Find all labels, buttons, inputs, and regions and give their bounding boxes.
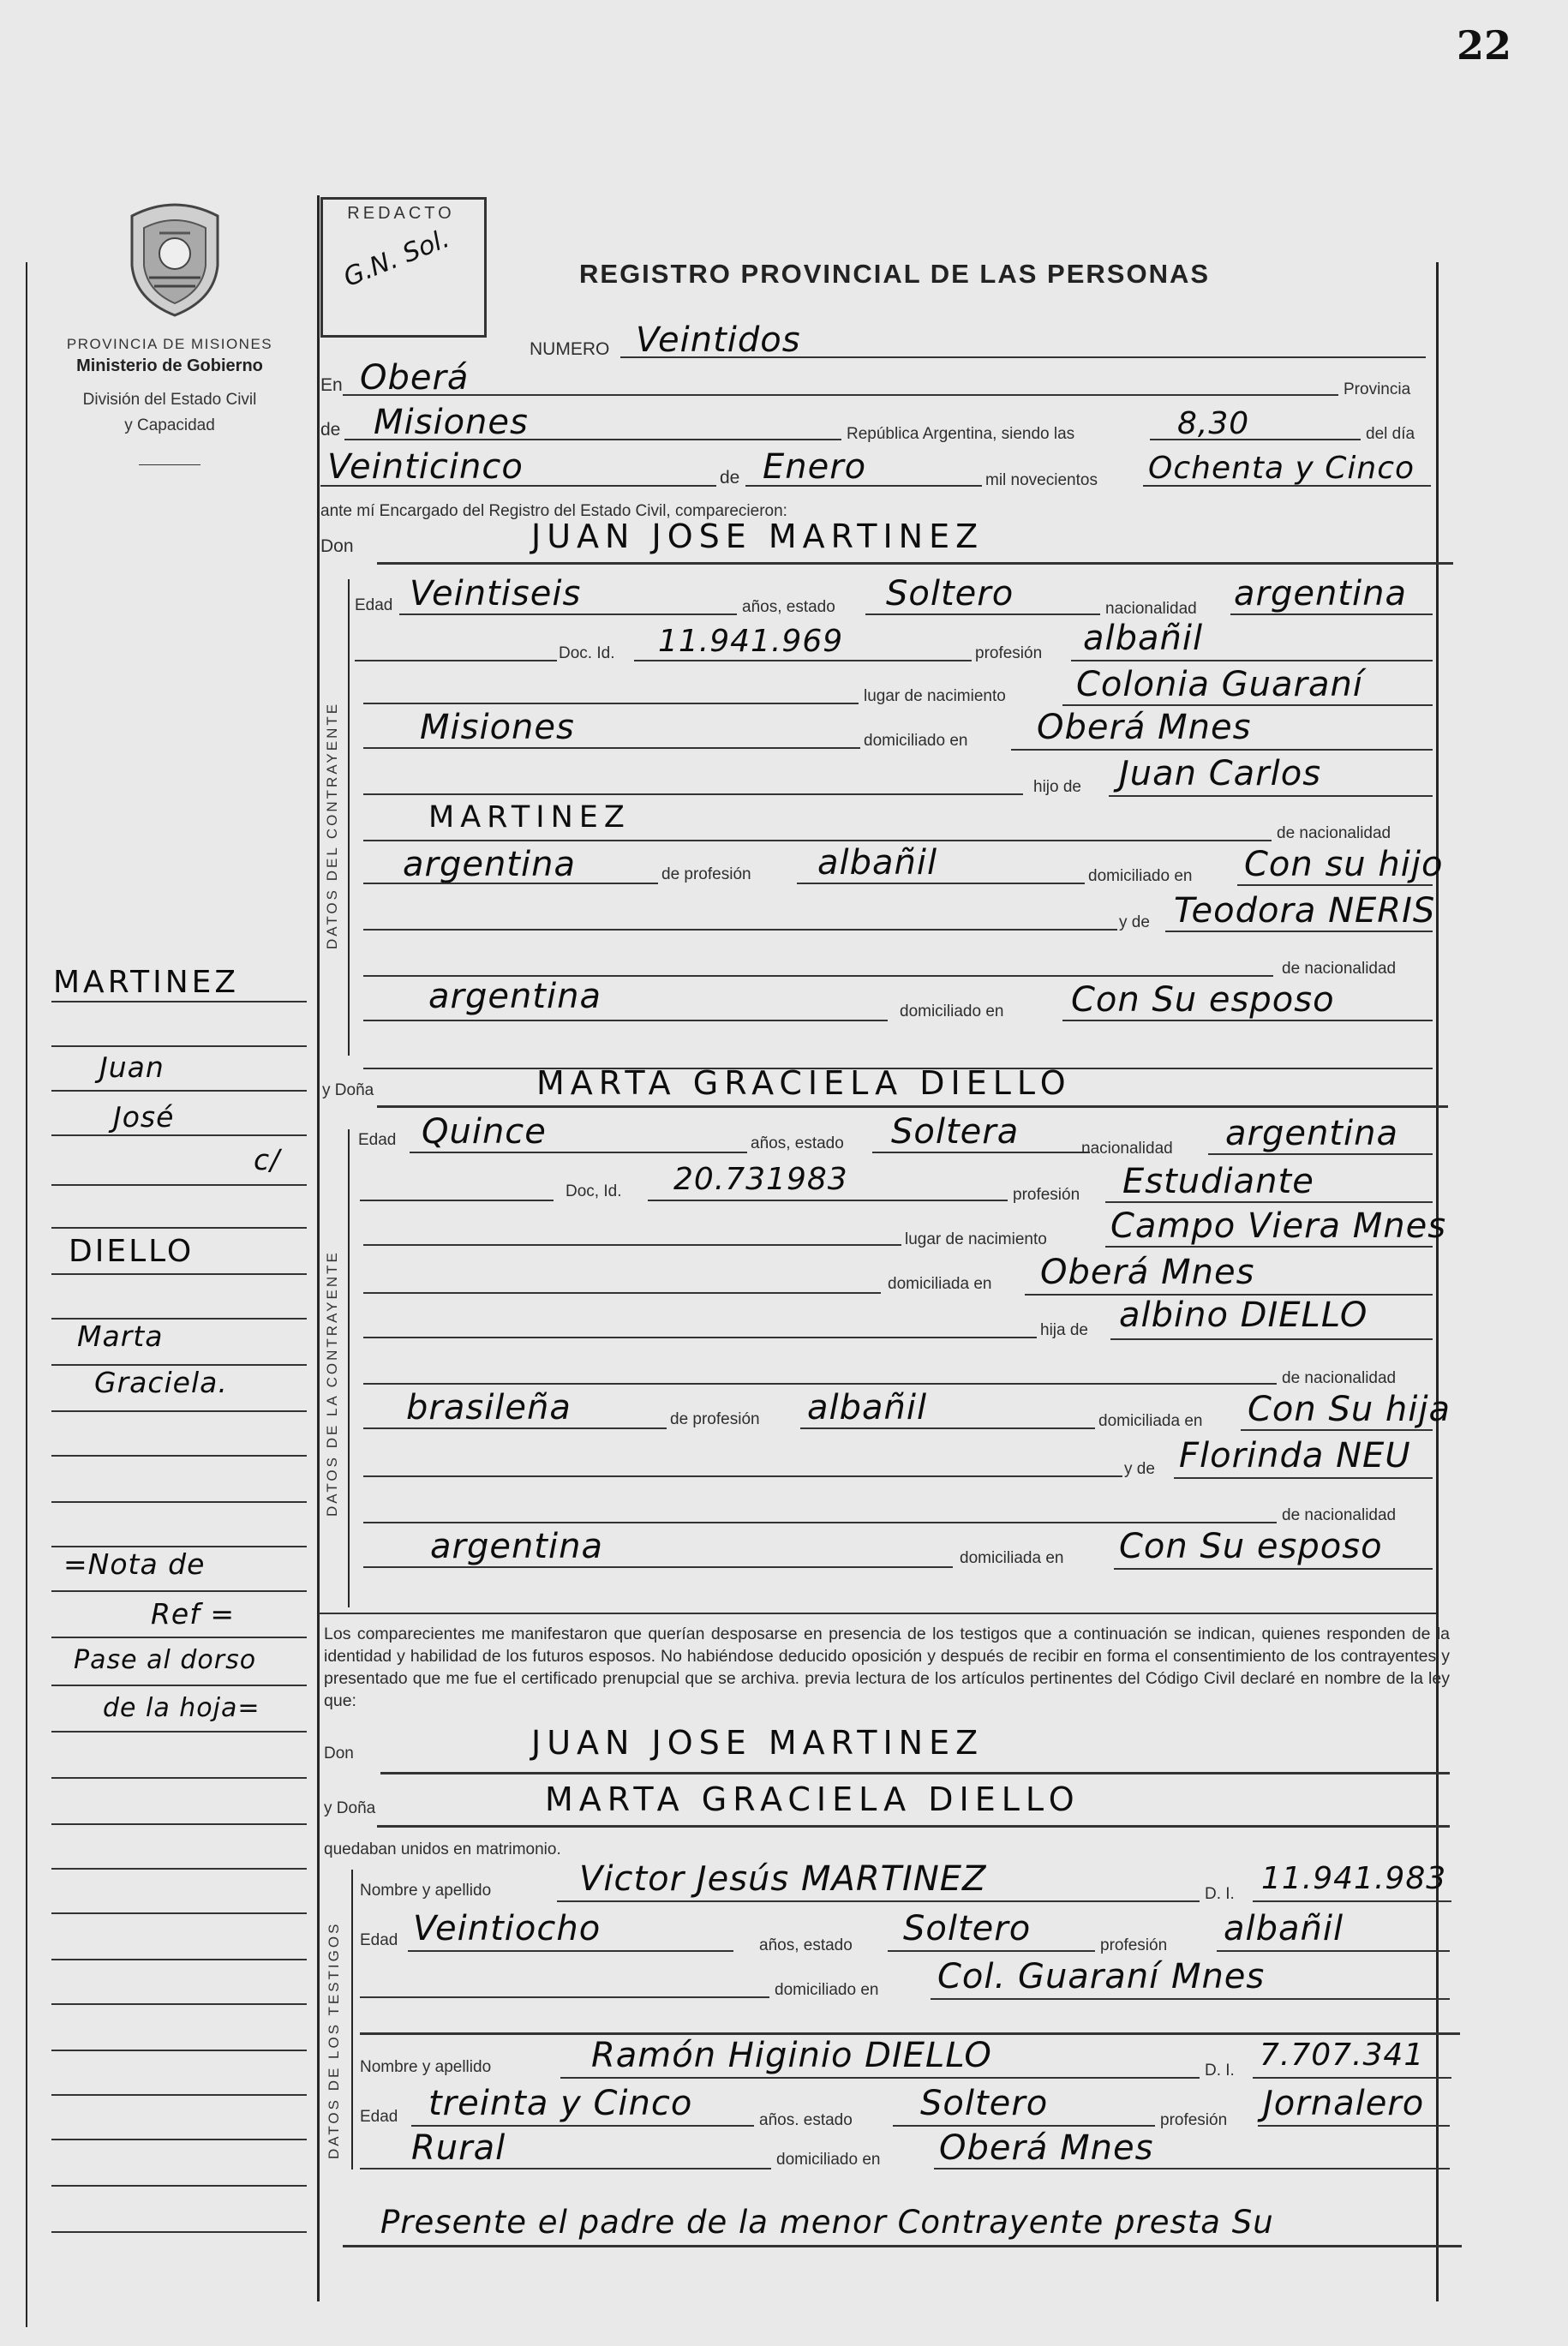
m-line-2 <box>51 1045 307 1047</box>
groom-doc: 11.941.969 <box>658 624 844 659</box>
field-hora: 8,30 <box>1177 406 1250 441</box>
witness1-di: 11.941.983 <box>1261 1861 1447 1896</box>
line-bride-prof <box>1105 1201 1433 1203</box>
line-groom-mother-dom <box>1062 1020 1433 1021</box>
label-domiciliada-en-3: domiciliada en <box>960 1549 1064 1567</box>
line-decl-dona <box>377 1825 1450 1828</box>
line-w1-edad <box>408 1950 733 1952</box>
line-footer-note <box>343 2245 1462 2247</box>
label-y-dona-decl: y Doña <box>324 1799 376 1817</box>
label-domiciliado-en-3: domiciliado en <box>900 1002 1004 1020</box>
m-line-12 <box>51 1501 307 1503</box>
agency-division-2: y Capacidad <box>124 416 215 434</box>
m-line-24 <box>51 2050 307 2051</box>
groom-lugar-nac: Colonia Guaraní <box>1076 665 1363 704</box>
label-anos-estado-w1: años, estado <box>759 1936 853 1954</box>
field-anio: Ochenta y Cinco <box>1148 451 1415 486</box>
line-bride-lugar <box>1105 1246 1433 1248</box>
agency-province: PROVINCIA DE MISIONES <box>66 336 273 352</box>
line-w1-dom <box>931 1998 1450 2000</box>
line-anio <box>1143 485 1431 487</box>
label-nacionalidad-b: nacionalidad <box>1081 1140 1173 1158</box>
label-nombre-apellido: Nombre y apellido <box>360 1882 492 1900</box>
label-de-profesion-b: de profesión <box>670 1410 760 1428</box>
line-bride-mother <box>1174 1477 1433 1479</box>
groom-mother-domicilio: Con Su esposo <box>1071 980 1335 1020</box>
line-groom-father-surname <box>363 840 1272 841</box>
m-line-20 <box>51 1868 307 1870</box>
label-don: Don <box>320 536 354 556</box>
margin-note1: =Nota de <box>63 1547 206 1581</box>
witness1-profesion: albañil <box>1224 1909 1344 1948</box>
label-ante-mi: ante mí Encargado del Registro del Estado Civil, comparecieron: <box>320 502 787 520</box>
m-line-28 <box>51 2231 307 2233</box>
line-groom-mother <box>1165 931 1433 932</box>
section-label-bride: DATOS DE LA CONTRAYENTE <box>324 1250 340 1517</box>
label-provincia: Provincia <box>1344 380 1411 398</box>
witness-bracket <box>351 1870 353 2169</box>
line-groom-pre-mother <box>363 929 1117 931</box>
bride-father-profesion: albañil <box>807 1388 928 1427</box>
margin-note4: de la hoja= <box>103 1693 260 1723</box>
line-groom-doc <box>634 660 972 661</box>
line-w2-name <box>560 2077 1200 2079</box>
witness1-edad: Veintiocho <box>413 1909 601 1948</box>
stamp-title: REDACTO <box>347 204 455 223</box>
m-line-8 <box>51 1318 307 1320</box>
label-de-mes: de <box>720 468 740 488</box>
label-domiciliada-en: domiciliada en <box>888 1275 992 1293</box>
m-line-18 <box>51 1777 307 1779</box>
section-label-witnesses: DATOS DE LOS TESTIGOS <box>326 1921 342 2159</box>
label-de-profesion: de profesión <box>661 865 751 883</box>
label-de-nacionalidad-2: de nacionalidad <box>1282 960 1397 978</box>
line-numero <box>620 356 1426 358</box>
m-line-14 <box>51 1590 307 1592</box>
m-line-23 <box>51 2003 307 2005</box>
groom-nacionalidad: argentina <box>1234 574 1407 613</box>
witness2-profesion: Jornalero <box>1263 2084 1425 2123</box>
bride-mother-nacionalidad: argentina <box>430 1527 603 1566</box>
witness2-domicilio: Oberá Mnes <box>939 2128 1154 2168</box>
label-y-de-b: y de <box>1124 1460 1155 1478</box>
line-w1-prof <box>1217 1950 1450 1952</box>
line-bride-mother-nac <box>363 1566 953 1568</box>
label-lugar-nac-b: lugar de nacimiento <box>905 1230 1047 1248</box>
line-dia <box>320 485 716 487</box>
label-doc-id: Doc. Id. <box>559 644 615 662</box>
witness1-name: Victor Jesús MARTINEZ <box>579 1859 987 1899</box>
line-decl-don <box>380 1772 1450 1774</box>
label-quedaban: quedaban unidos en matrimonio. <box>324 1840 561 1858</box>
section-label-groom: DATOS DEL CONTRAYENTE <box>324 701 340 949</box>
line-bride-pre-lugar <box>363 1244 901 1246</box>
label-anos-estado-b: años, estado <box>751 1134 844 1152</box>
line-en <box>343 394 1338 396</box>
margin-bride-given2: Graciela. <box>94 1366 228 1399</box>
registry-title: REGISTRO PROVINCIAL DE LAS PERSONAS <box>579 259 1211 289</box>
margin-note2: Ref = <box>151 1597 235 1631</box>
label-edad-w2: Edad <box>360 2108 398 2126</box>
label-don-decl: Don <box>324 1745 354 1762</box>
groom-father-domicilio: Con su hijo <box>1244 845 1444 884</box>
m-line-16 <box>51 1685 307 1686</box>
line-w2-dom <box>934 2168 1450 2169</box>
line-groom-pre-hijo <box>363 793 1023 795</box>
label-edad-b: Edad <box>358 1131 397 1149</box>
bride-mother-name: Florinda NEU <box>1179 1436 1411 1475</box>
line-groom-prof <box>1071 660 1433 661</box>
witness1-domicilio: Col. Guaraní Mnes <box>937 1957 1266 1996</box>
line-groom-estado <box>865 613 1100 615</box>
line-bride-mother-dom <box>1114 1568 1433 1570</box>
m-line-19 <box>51 1823 307 1825</box>
m-line-10 <box>51 1410 307 1412</box>
line-w1-di <box>1253 1900 1451 1902</box>
field-provincia: Misiones <box>374 403 529 442</box>
line-w2-edad <box>411 2125 754 2127</box>
label-domiciliada-en-2: domiciliada en <box>1098 1412 1203 1430</box>
witness2-di: 7.707.341 <box>1260 2038 1425 2073</box>
line-bride-father-nac <box>363 1427 667 1429</box>
groom-name: JUAN JOSE MARTINEZ <box>531 518 984 555</box>
label-doc-id-b: Doc, Id. <box>566 1182 622 1200</box>
line-groom-mother-nac <box>363 1020 888 1021</box>
line-groom-dom <box>1011 749 1433 751</box>
m-line-11 <box>51 1455 307 1457</box>
line-w2-pre-dom <box>360 2168 771 2169</box>
decl-don-name: JUAN JOSE MARTINEZ <box>531 1724 984 1762</box>
label-di-2: D. I. <box>1205 2062 1235 2080</box>
line-groom-edad <box>399 613 737 615</box>
label-de-nacionalidad-b2: de nacionalidad <box>1282 1506 1397 1524</box>
groom-lugar-nac-2: Misiones <box>420 708 575 747</box>
bride-doc: 20.731983 <box>673 1162 848 1197</box>
m-line-13 <box>51 1546 307 1547</box>
label-domiciliado-en: domiciliado en <box>864 732 968 750</box>
label-republica: República Argentina, siendo las <box>847 425 1075 443</box>
line-groom-lugar <box>1062 704 1433 706</box>
agency-divider <box>139 464 200 465</box>
bride-profesion: Estudiante <box>1122 1162 1314 1201</box>
bride-domicilio: Oberá Mnes <box>1040 1253 1255 1292</box>
margin-bride-given1: Marta <box>77 1320 164 1353</box>
groom-estado: Soltero <box>886 574 1014 613</box>
m-line-21 <box>51 1912 307 1914</box>
line-groom-nac <box>1230 613 1433 615</box>
groom-profesion: albañil <box>1083 619 1204 658</box>
m-line-27 <box>51 2185 307 2187</box>
m-line-7 <box>51 1273 307 1275</box>
groom-bracket <box>348 579 350 1056</box>
decl-dona-name: MARTA GRACIELA DIELLO <box>545 1780 1080 1818</box>
bride-name: MARTA GRACIELA DIELLO <box>536 1064 1072 1102</box>
agency-ministry: Ministerio de Gobierno <box>76 356 263 375</box>
label-nacionalidad: nacionalidad <box>1105 600 1197 618</box>
footer-note: Presente el padre de la menor Contrayente presta Su <box>380 2204 1274 2241</box>
bride-edad: Quince <box>422 1112 547 1152</box>
m-line-4 <box>51 1134 307 1136</box>
bride-nacionalidad: argentina <box>1225 1114 1398 1153</box>
groom-father-name: Juan Carlos <box>1119 754 1322 793</box>
label-edad-w1: Edad <box>360 1931 398 1949</box>
line-bride-doc <box>648 1200 1008 1201</box>
m-line-22 <box>51 1959 307 1960</box>
m-line-25 <box>51 2094 307 2096</box>
line-bride-pre-mother <box>363 1475 1122 1477</box>
bride-father-name: albino DIELLO <box>1119 1296 1368 1335</box>
label-del-dia: del día <box>1366 425 1415 443</box>
line-w1-estado <box>888 1950 1095 1952</box>
groom-edad: Veintiseis <box>410 574 582 613</box>
label-profesion-w1: profesión <box>1100 1936 1168 1954</box>
label-de-nacionalidad-b: de nacionalidad <box>1282 1369 1397 1387</box>
field-mes: Enero <box>763 447 867 487</box>
m-line-5 <box>51 1184 307 1186</box>
m-line-3 <box>51 1090 307 1092</box>
witness2-name: Ramón Higinio DIELLO <box>591 2036 992 2075</box>
line-bride-father-dom <box>1241 1429 1433 1431</box>
bride-father-nacionalidad: brasileña <box>406 1388 572 1427</box>
groom-domicilio: Oberá Mnes <box>1037 708 1252 747</box>
label-anos-estado: años, estado <box>742 598 835 616</box>
label-profesion-b: profesión <box>1013 1186 1080 1204</box>
label-domiciliado-en-2: domiciliado en <box>1088 867 1193 885</box>
field-dia: Veinticinco <box>327 447 524 487</box>
label-y-de: y de <box>1119 913 1150 931</box>
margin-groom-given1: Juan <box>99 1050 165 1084</box>
line-groom-pre-doc <box>355 660 557 661</box>
margin-conj: c/ <box>254 1143 281 1176</box>
line-groom-misiones <box>363 747 860 749</box>
witness2-profesion-2: Rural <box>411 2128 506 2168</box>
form-left-border <box>317 195 320 2301</box>
bride-mother-domicilio: Con Su esposo <box>1119 1527 1383 1566</box>
line-bride-nac <box>1208 1153 1433 1155</box>
label-domiciliado-w1: domiciliado en <box>775 1981 879 1999</box>
page-number: 22 <box>1457 22 1512 69</box>
left-margin-line <box>26 262 27 2327</box>
label-mil-novecientos: mil novecientos <box>985 471 1098 489</box>
line-w2-di <box>1253 2077 1451 2079</box>
line-w1-pre-dom <box>360 1996 769 1998</box>
field-en: Oberá <box>360 358 470 398</box>
form-right-border <box>1436 262 1439 2301</box>
groom-father-surname: MARTINEZ <box>428 800 631 835</box>
line-bride-estado <box>872 1152 1090 1153</box>
label-y-dona: y Doña <box>322 1081 374 1099</box>
line-bride-pre-doc <box>360 1200 554 1201</box>
agency-division: División del Estado Civil <box>82 391 257 409</box>
bride-lugar-nac: Campo Viera Mnes <box>1110 1206 1447 1246</box>
label-domiciliado-w2: domiciliado en <box>776 2151 881 2169</box>
line-bride-name <box>377 1105 1448 1108</box>
line-groom-father-prof <box>797 883 1085 884</box>
line-bride-hija <box>1110 1338 1433 1340</box>
line-groom-hijo <box>1109 795 1433 797</box>
margin-bride-surname: DIELLO <box>69 1234 195 1269</box>
groom-father-nacionalidad: argentina <box>403 845 576 884</box>
line-groom-father-dom <box>1237 884 1433 886</box>
label-de: de <box>320 420 341 440</box>
line-groom-father-nac <box>363 883 658 884</box>
line-w1-name <box>557 1900 1200 1902</box>
line-w2-prof <box>1258 2125 1450 2127</box>
line-bride-father-pre-nac <box>363 1383 1277 1385</box>
m-line-17 <box>51 1731 307 1733</box>
field-numero: Veintidos <box>636 320 801 360</box>
label-numero: NUMERO <box>530 339 610 359</box>
margin-note3: Pase al dorso <box>74 1645 257 1675</box>
stamp-scribble: G.N. Sol. <box>339 224 454 293</box>
line-bride-pre-dom <box>363 1292 881 1294</box>
line-w-separator <box>360 2032 1460 2035</box>
legal-paragraph: Los comparecientes me manifestaron que querían desposarse en presencia de los testigos que a continuación se indican, quienes responden de la identidad y habilidad de los futuros esposos. No habiéndose deducido oposición y después de recibir en forma el consentimiento de los contrayentes y presentado que me fue el certificado prenupcial que se archiva. previa lectura de los artículos pertinentes del Código Civil declaré en nombre de la ley que: <box>324 1625 1450 1710</box>
label-edad: Edad <box>355 596 393 614</box>
label-profesion-w2: profesión <box>1160 2111 1228 2129</box>
line-provincia <box>344 439 841 440</box>
line-groom-pre-lugar <box>363 703 859 704</box>
line-section-divider <box>319 1613 1436 1614</box>
coat-of-arms-emblem <box>120 199 230 319</box>
label-nombre-apellido-2: Nombre y apellido <box>360 2058 492 2076</box>
m-line-6 <box>51 1227 307 1229</box>
label-anos-estado-w2: años. estado <box>759 2111 853 2129</box>
line-w2-estado <box>893 2125 1155 2127</box>
groom-mother-nacionalidad: argentina <box>428 977 601 1016</box>
m-line-1 <box>51 1001 307 1002</box>
bride-father-domicilio: Con Su hija <box>1248 1390 1451 1429</box>
line-bride-pre-hija <box>363 1337 1037 1338</box>
line-bride-mother-pre-nac <box>363 1522 1277 1523</box>
line-hora <box>1150 439 1361 440</box>
bride-estado: Soltera <box>891 1112 1020 1152</box>
m-line-26 <box>51 2139 307 2140</box>
label-di: D. I. <box>1205 1885 1235 1903</box>
label-profesion: profesión <box>975 644 1043 662</box>
label-de-nacionalidad: de nacionalidad <box>1277 824 1391 842</box>
line-bride-edad <box>410 1152 747 1153</box>
label-hijo-de: hijo de <box>1033 778 1081 796</box>
m-line-9 <box>51 1364 307 1366</box>
witness2-edad: treinta y Cinco <box>428 2084 693 2123</box>
margin-groom-surname: MARTINEZ <box>53 965 240 1000</box>
witness1-estado: Soltero <box>903 1909 1032 1948</box>
label-en: En <box>320 375 343 395</box>
bride-bracket <box>348 1129 350 1607</box>
line-mes <box>745 485 982 487</box>
witness2-estado: Soltero <box>920 2084 1049 2123</box>
groom-father-profesion: albañil <box>817 843 938 883</box>
label-hija-de: hija de <box>1040 1321 1088 1339</box>
line-bride-father-prof <box>800 1427 1095 1429</box>
label-lugar-nac: lugar de nacimiento <box>864 687 1006 705</box>
m-line-15 <box>51 1637 307 1638</box>
margin-groom-given2: José <box>113 1100 175 1134</box>
line-groom-name <box>377 562 1453 565</box>
groom-mother-name: Teodora NERIS <box>1174 891 1436 931</box>
